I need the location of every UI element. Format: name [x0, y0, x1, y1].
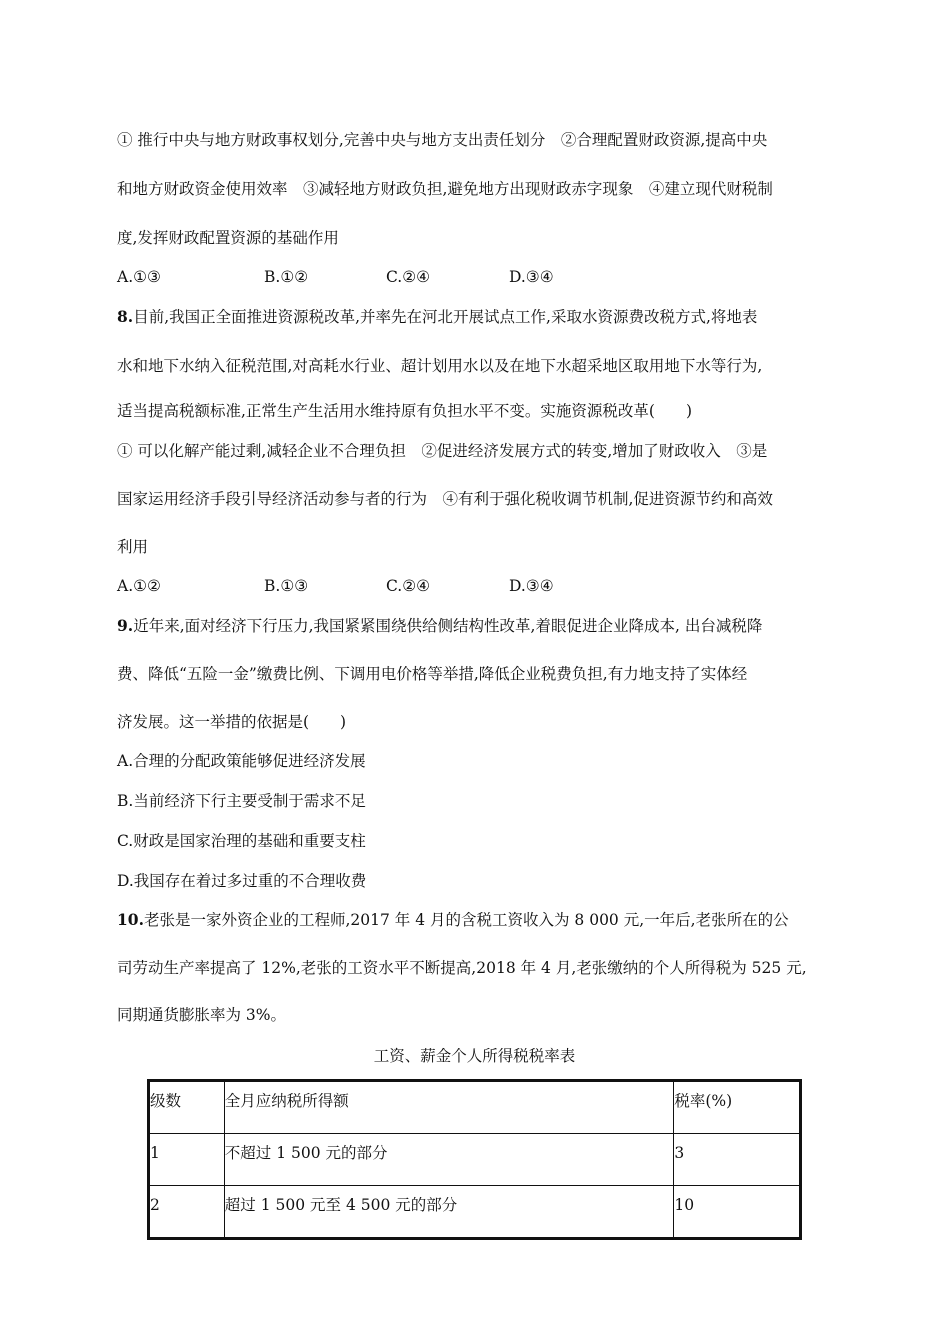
q9-stem-line-1: 9.近年来,面对经济下行压力,我国紧紧围绕供给侧结构性改革,着眼促进企业降成本, 出台减税降 [117, 616, 763, 635]
q8-statement-line-2: 国家运用经济手段引导经济活动参与者的行为 ④有利于强化税收调节机制,促进资源节约和高效 [117, 490, 773, 508]
header-tax-rate: 税率(%) [674, 1081, 801, 1134]
cell-level: 2 [149, 1186, 225, 1239]
q8-number: 8. [117, 307, 134, 326]
q8-option-c: C.②④ [386, 577, 431, 595]
table-row [149, 1134, 801, 1186]
q7-statement-line-2: 和地方财政资金使用效率 ③减轻地方财政负担,避免地方出现财政赤字现象 ④建立现代财税制 [117, 180, 773, 198]
table-row [149, 1186, 801, 1239]
table-caption: 工资、薪金个人所得税税率表 [373, 1047, 576, 1065]
q10-number: 10. [117, 910, 144, 929]
q8-option-a: A.①② [117, 577, 161, 595]
q7-option-d: D.③④ [509, 268, 554, 286]
q8-statement-line-1: ① 可以化解产能过剩,减轻企业不合理负担 ②促进经济发展方式的转变,增加了财政收入 ③是 [117, 442, 768, 460]
q8-stem-line-2: 水和地下水纳入征税范围,对高耗水行业、超计划用水以及在地下水超采地区取用地下水等行为, [117, 357, 763, 375]
q7-option-c: C.②④ [386, 268, 431, 286]
q7-option-b: B.①② [264, 268, 309, 286]
cell-taxable-income: 超过 1 500 元至 4 500 元的部分 [224, 1186, 674, 1239]
q9-stem-line-2: 费、降低“五险一金”缴费比例、下调用电价格等举措,降低企业税费负担,有力地支持了实体经 [117, 665, 748, 683]
q7-option-a: A.①③ [117, 268, 161, 286]
cell-tax-rate: 10 [674, 1186, 801, 1239]
q8-stem-line-1: 8.目前,我国正全面推进资源税改革,并率先在河北开展试点工作,采取水资源费改税方式,将地表 [117, 307, 758, 326]
q7-statement-line-1: ① 推行中央与地方财政事权划分,完善中央与地方支出责任划分 ②合理配置财政资源,提高中央 [117, 131, 768, 149]
tax-rate-table [147, 1079, 802, 1240]
cell-level: 1 [149, 1134, 225, 1186]
q8-stem-line-3: 适当提高税额标准,正常生产生活用水维持原有负担水平不变。实施资源税改革( ) [117, 402, 693, 420]
header-level: 级数 [149, 1081, 225, 1134]
q9-option-c: C.财政是国家治理的基础和重要支柱 [117, 832, 366, 850]
q9-option-d: D.我国存在着过多过重的不合理收费 [117, 872, 367, 890]
q9-option-a: A.合理的分配政策能够促进经济发展 [117, 752, 366, 770]
q9-stem-line-3: 济发展。这一举措的依据是( ) [117, 713, 347, 731]
header-taxable-income: 全月应纳税所得额 [224, 1081, 674, 1134]
q8-option-d: D.③④ [509, 577, 554, 595]
cell-tax-rate: 3 [674, 1134, 801, 1186]
q7-statement-line-3: 度,发挥财政配置资源的基础作用 [117, 229, 339, 247]
q8-statement-line-3: 利用 [117, 538, 149, 556]
q10-stem-line-1: 10.老张是一家外资企业的工程师,2017 年 4 月的含税工资收入为 8 000 元,一年后,老张所在的公 [117, 910, 789, 929]
q9-number: 9. [117, 616, 134, 635]
q10-stem-line-3: 同期通货膨胀率为 3%。 [117, 1006, 287, 1024]
q10-stem-line-2: 司劳动生产率提高了 12%,老张的工资水平不断提高,2018 年 4 月,老张缴纳的个人所得税为 525 元, [117, 959, 807, 977]
table-header-row [149, 1081, 801, 1134]
q8-option-b: B.①③ [264, 577, 309, 595]
cell-taxable-income: 不超过 1 500 元的部分 [224, 1134, 674, 1186]
q9-option-b: B.当前经济下行主要受制于需求不足 [117, 792, 366, 810]
